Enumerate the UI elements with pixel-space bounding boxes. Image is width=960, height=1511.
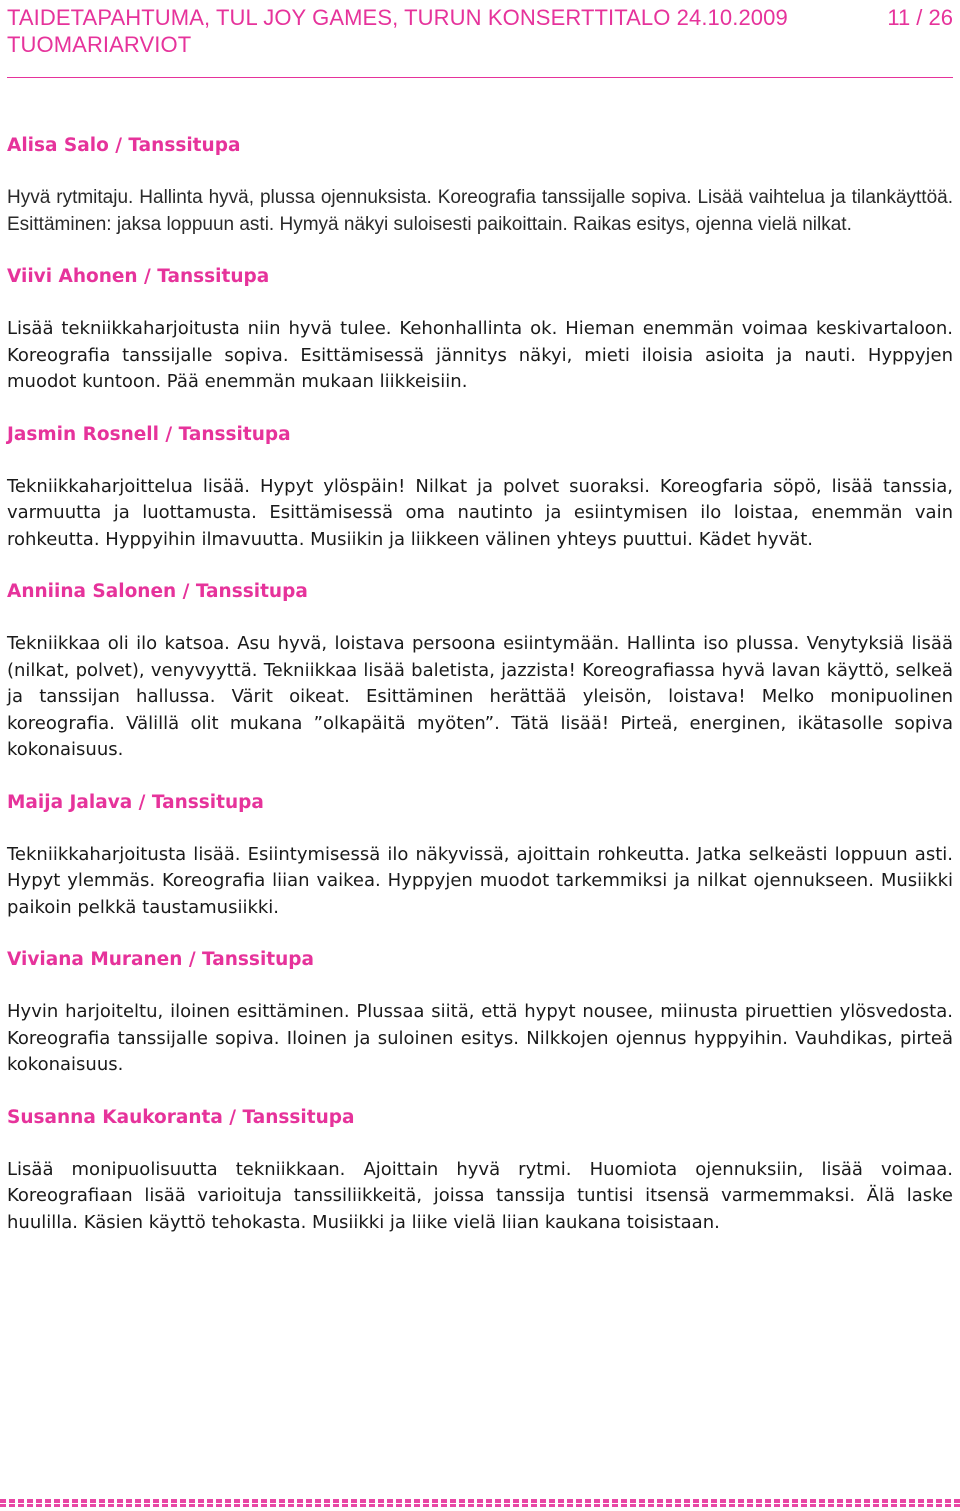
review-text: Tekniikkaharjoitusta lisää. Esiintymisessä ilo näkyvissä, ajoittain rohkeutta. Jatka selkeästi loppuun asti. Hypyt ylemmäs. Koreografia liian vaikea. Hyppyjen muodot tarkemmiksi ja nilkat ojennukseen. Musiikki paikoin pelkkä taustamusiikki. — [7, 843, 953, 918]
review-text: Lisää monipuolisuutta tekniikkaan. Ajoittain hyvä rytmi. Huomiota ojennuksiin, lisää voimaa. Koreografiaan lisää varioituja tanssiliikkeitä, joissa tanssija tuntisi itsensä varmemmaksi. Älä laske huulilla. Käsien käyttö tehokasta. Musiikki ja liike vielä liian kaukana toisistaan. — [7, 1158, 953, 1233]
review-text: Hyvin harjoiteltu, iloinen esittäminen. Plussaa siitä, että hypyt nousee, miinusta piruettien ylösvedosta. Koreografia tanssijalle sopiva. Iloinen ja suloinen esitys. Nilkkojen ojennus hyppyihin. Vauhdikas, pirteä kokonaisuus. — [7, 1001, 953, 1075]
footer-divider — [0, 1499, 960, 1507]
review-entry — [7, 790, 953, 922]
review-entry — [7, 1105, 953, 1237]
review-text: Tekniikkaa oli ilo katsoa. Asu hyvä, loistava persoona esiintymään. Hallinta iso plussa. Venytyksiä lisää (nilkat, polvet), venyvyyttä. Tekniikkaa lisää baletista, jazzista! Koreografiassa hyvä lavan käyttö, selkeä ja tanssijan hallussa. Värit oikeat. Esittäminen herättää yleisön, loistava! Melko monipuolinen koreografia. Välillä olit mukana ”olkapäitä myöten”. Tätä lisää! Pirteä, energinen, ikätasolle sopiva kokonaisuus. — [7, 633, 953, 760]
review-text: Hyvä rytmitaju. Hallinta hyvä, plussa ojennuksista. Koreografia tanssijalle sopiva. Lisää vaihtelua ja tilankäyttöä. Esittäminen: jaksa loppuun asti. Hymyä näkyi suloisesti paikoittain. Raikas esitys, ojenna vielä nilkat. — [7, 187, 953, 235]
review-text: Lisää tekniikkaharjoitusta niin hyvä tulee. Kehonhallinta ok. Hieman enemmän voimaa keskivartaloon. Koreografia tanssijalle sopiva. Esittämisessä jännitys näkyi, mieti iloisia asioita ja nauti. Hyppyjen muodot kuntoon. Pää enemmän mukaan liikkeisiin. — [7, 318, 953, 392]
review-entry — [7, 264, 953, 396]
performer-name: Anniina Salonen / Tanssitupa — [7, 581, 308, 602]
performer-name: Viivi Ahonen / Tanssitupa — [7, 266, 270, 287]
performer-name: Maija Jalava / Tanssitupa — [7, 791, 264, 813]
header-divider — [7, 77, 953, 78]
performer-name: Susanna Kaukoranta / Tanssitupa — [7, 1106, 355, 1128]
performer-name: Viviana Muranen / Tanssitupa — [7, 949, 315, 970]
review-list — [7, 133, 953, 1262]
review-entry — [7, 133, 953, 238]
event-title: TAIDETAPAHTUMA, TUL JOY GAMES, TURUN KONSERTTITALO 24.10.2009 — [7, 5, 788, 30]
page-header — [7, 4, 953, 84]
review-text: Tekniikkaharjoittelua lisää. Hypyt ylöspäin! Nilkat ja polvet suoraksi. Koreogfaria söpö, lisää tanssia, varmuutta ja luottamusta. Esittämisessä oma nautinto ja esiintymisen ilo loistaa, enemmän vain rohkeutta. Hyppyihin ilmavuutta. Musiikin ja liikkeen välinen yhteys puuttui. Kädet hyvät. — [7, 475, 953, 550]
review-entry — [7, 947, 953, 1079]
review-entry — [7, 422, 953, 554]
review-entry — [7, 579, 953, 764]
performer-name: Alisa Salo / Tanssitupa — [7, 135, 241, 156]
document-subtitle: TUOMARIARVIOT — [7, 32, 192, 57]
performer-name: Jasmin Rosnell / Tanssitupa — [7, 423, 291, 445]
page-number: 11 / 26 — [887, 5, 953, 30]
